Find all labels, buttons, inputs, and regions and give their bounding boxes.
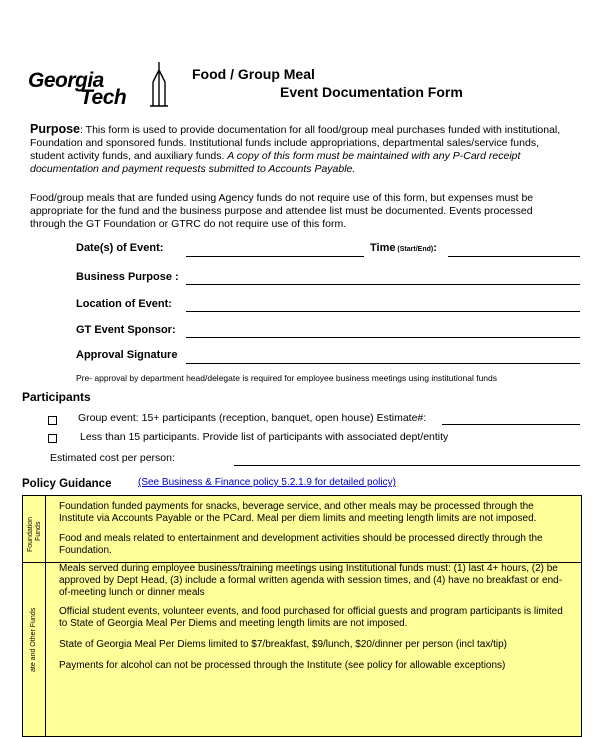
state-policy-4: Payments for alcohol can not be processed through the Institute (see policy for allowable exceptions) [59,660,506,671]
foundation-funds-label [27,517,34,552]
foundation-policy-1: Foundation funded payments for snacks, beverage service, and other meals may be processed through the Institute via Accounts Payable or the PCard. Meal per diem limits and meeting length limits are not imposed. [59,501,537,524]
location-input[interactable] [186,311,580,312]
group-event-option: Group event: 15+ participants (reception, banquet, open house) Estimate#: [78,412,427,424]
time-label [370,242,437,256]
date-label: Date(s) of Event: [76,242,164,254]
small-group-option: Less than 15 participants. Provide list of participants with associated dept/entity [80,431,449,443]
state-policy-2: Official student events, volunteer events, and food purchased for official guests and program participants is limited to State of Georgia Meal Per Diems and meeting length limits are not imposed. [59,606,563,629]
policy-link[interactable]: (See Business & Finance policy 5.2.1.9 for detailed policy) [138,477,396,488]
date-input[interactable] [186,256,364,257]
sponsor-input[interactable] [186,337,580,338]
state-funds-label: ate and Other Funds [30,607,37,672]
policy-table [22,495,582,737]
logo-line1: Georgia [28,69,104,92]
time-label-colon: : [433,242,437,254]
sponsor-label: GT Event Sponsor: [76,324,176,336]
cost-label: Estimated cost per person: [50,452,175,464]
tech-tower-icon [148,62,170,112]
time-label-sub: (Start/End) [395,246,434,253]
foundation-label-a: Foundation [27,516,34,552]
approval-label: Approval Signature [76,349,178,361]
location-label: Location of Event: [76,298,172,310]
cost-input[interactable] [234,465,580,466]
policy-heading: Policy Guidance [22,478,112,490]
form-title-line1: Food / Group Meal [192,66,315,82]
logo-line2: Tech [80,86,127,109]
state-policy-3: State of Georgia Meal Per Diems limited to $7/breakfast, $9/lunch, $20/dinner per person (incl tax/tip) [59,639,508,650]
georgia-tech-logo [28,70,168,116]
business-purpose-input[interactable] [186,284,580,285]
participants-heading: Participants [22,390,91,404]
foundation-label-b: Funds [35,521,42,541]
foundation-funds-label-2 [35,522,42,541]
agency-note: Food/group meals that are funded using Agency funds do not require use of this form, but expenses must be appropriate for the fund and the business purpose and attendee list must be documented. Events processed through the GT Foundation or GTRC do not require use of this form. [30,192,534,230]
purpose-heading: Purpose [30,122,81,136]
foundation-policy-2: Food and meals related to entertainment and development activities should be processed directly through the Foundation. [59,533,543,556]
time-label-text: Time [370,242,396,254]
estimate-input[interactable] [442,424,580,425]
business-purpose-label: Business Purpose : [76,271,179,283]
time-input[interactable] [448,256,580,257]
small-group-checkbox[interactable] [48,434,57,443]
form-title-line2: Event Documentation Form [280,84,463,100]
purpose-text: : This form is used to provide documentation for all food/group meal purchases funded with institutional, Foundation and sponsored funds. Institutional funds include appropriations, departmental sales/service funds, student activity funds, and auxiliary funds. [30,124,561,162]
group-event-checkbox[interactable] [48,416,57,425]
approval-signature-input[interactable] [186,363,580,364]
approval-note: Pre- approval by department head/delegate is required for employee business meetings using institutional funds [76,373,497,383]
purpose-paragraph [30,123,575,176]
state-policy-1: Meals served during employee business/training meetings using Institutional funds must: (1) last 4+ hours, (2) be approved by Dept Head, (3) include a formal written agenda with session times, and (4) have no breakfast or end-of-meeting lunch or dinner meals [59,563,563,598]
purpose-italic-text: A copy of this form must be maintained with any P-Card receipt documentation and payment requests submitted to Accounts Payable. [30,150,521,175]
